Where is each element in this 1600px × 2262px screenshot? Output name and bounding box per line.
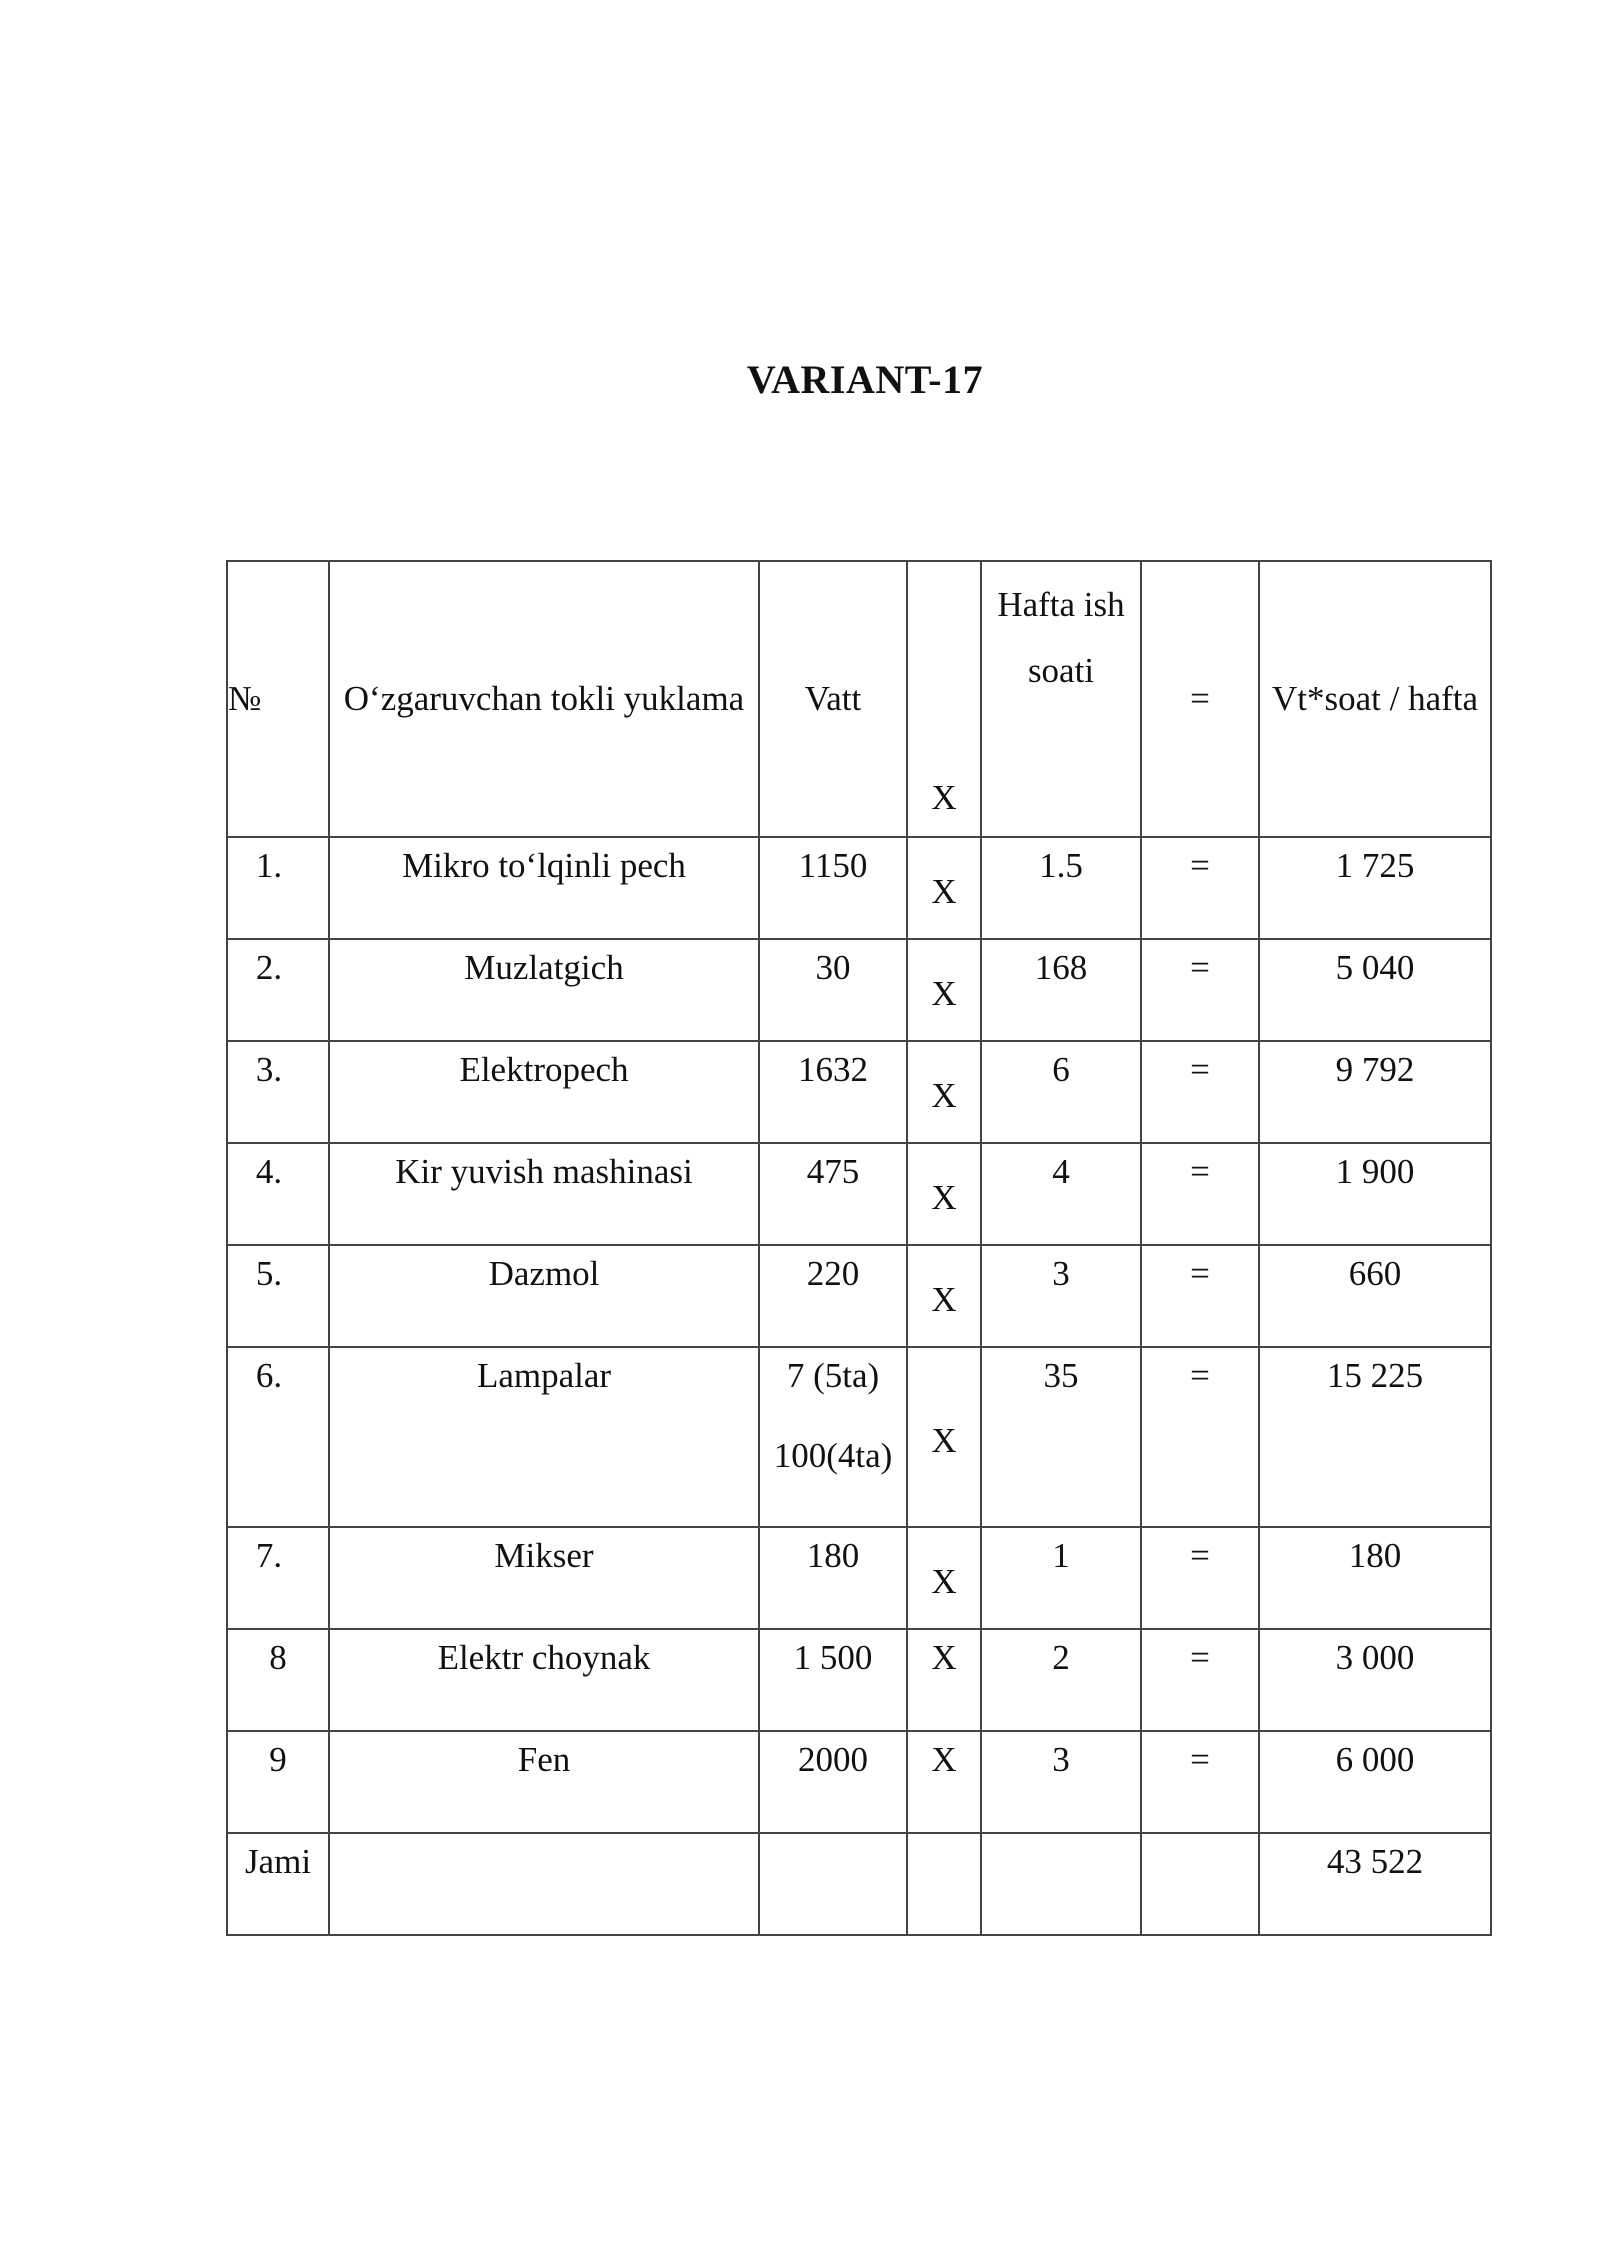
row-number: 6. bbox=[227, 1347, 329, 1527]
row-number: 9 bbox=[227, 1731, 329, 1833]
row-hours: 1.5 bbox=[981, 837, 1141, 939]
table-header-row bbox=[227, 561, 1491, 837]
row-load-name: Kir yuvish mashinasi bbox=[329, 1143, 759, 1245]
row-load-name: Elektr choynak bbox=[329, 1629, 759, 1731]
row-number: 7. bbox=[227, 1527, 329, 1629]
total-row bbox=[227, 1833, 1491, 1935]
row-number: 5. bbox=[227, 1245, 329, 1347]
row-load-name: Mikser bbox=[329, 1527, 759, 1629]
row-watt: 1150 bbox=[759, 837, 907, 939]
row-hours: 3 bbox=[981, 1245, 1141, 1347]
row-multiply: X bbox=[907, 1527, 981, 1629]
row-result: 15 225 bbox=[1259, 1347, 1491, 1527]
row-watt: 7 (5ta) bbox=[786, 1356, 880, 1395]
header-watt: Vatt bbox=[759, 561, 907, 837]
row-number: 3. bbox=[227, 1041, 329, 1143]
row-hours: 35 bbox=[981, 1347, 1141, 1527]
row-result: 9 792 bbox=[1259, 1041, 1491, 1143]
row-load-name: Elektropech bbox=[329, 1041, 759, 1143]
row-hours: 1 bbox=[981, 1527, 1141, 1629]
table-row bbox=[227, 1041, 1491, 1143]
row-multiply: X bbox=[907, 837, 981, 939]
row-watt: 30 bbox=[759, 939, 907, 1041]
row-watt-cell bbox=[759, 1347, 907, 1527]
row-number: 4. bbox=[227, 1143, 329, 1245]
row-equals: = bbox=[1141, 1629, 1259, 1731]
total-result: 43 522 bbox=[1259, 1833, 1491, 1935]
table-row bbox=[227, 1629, 1491, 1731]
row-hours: 168 bbox=[981, 939, 1141, 1041]
row-load-name: Muzlatgich bbox=[329, 939, 759, 1041]
row-multiply: X bbox=[907, 1245, 981, 1347]
header-number: № bbox=[227, 561, 329, 837]
row-watt: 2000 bbox=[759, 1731, 907, 1833]
row-multiply: X bbox=[907, 1041, 981, 1143]
table-row bbox=[227, 837, 1491, 939]
row-multiply: X bbox=[907, 1347, 981, 1527]
row-watt: 220 bbox=[759, 1245, 907, 1347]
row-watt: 475 bbox=[759, 1143, 907, 1245]
header-total: Vt*soat / hafta bbox=[1259, 561, 1491, 837]
table-row bbox=[227, 939, 1491, 1041]
total-empty-cell bbox=[759, 1833, 907, 1935]
row-multiply: X bbox=[907, 1629, 981, 1731]
row-equals: = bbox=[1141, 1527, 1259, 1629]
row-watt: 1632 bbox=[759, 1041, 907, 1143]
table-row bbox=[227, 1527, 1491, 1629]
header-multiply: X bbox=[907, 561, 981, 837]
row-equals: = bbox=[1141, 1245, 1259, 1347]
row-watt-second-line: 100(4ta) bbox=[773, 1436, 893, 1475]
total-empty-cell bbox=[981, 1833, 1141, 1935]
row-number: 2. bbox=[227, 939, 329, 1041]
row-multiply: X bbox=[907, 939, 981, 1041]
table-row bbox=[227, 1347, 1491, 1527]
row-equals: = bbox=[1141, 1143, 1259, 1245]
total-empty-cell bbox=[1141, 1833, 1259, 1935]
row-result: 5 040 bbox=[1259, 939, 1491, 1041]
header-hours: Hafta ish soati bbox=[981, 561, 1141, 837]
row-load-name: Mikro to‘lqinli pech bbox=[329, 837, 759, 939]
row-hours: 3 bbox=[981, 1731, 1141, 1833]
row-result: 180 bbox=[1259, 1527, 1491, 1629]
row-result: 1 725 bbox=[1259, 837, 1491, 939]
row-load-name: Fen bbox=[329, 1731, 759, 1833]
table-row bbox=[227, 1143, 1491, 1245]
row-result: 3 000 bbox=[1259, 1629, 1491, 1731]
row-result: 1 900 bbox=[1259, 1143, 1491, 1245]
row-result: 660 bbox=[1259, 1245, 1491, 1347]
header-equals: = bbox=[1141, 561, 1259, 837]
row-equals: = bbox=[1141, 1347, 1259, 1527]
header-load: O‘zgaruvchan tokli yuklama bbox=[329, 561, 759, 837]
row-equals: = bbox=[1141, 837, 1259, 939]
page-title: VARIANT-17 bbox=[746, 357, 984, 402]
row-hours: 4 bbox=[981, 1143, 1141, 1245]
row-watt: 180 bbox=[759, 1527, 907, 1629]
total-label: Jami bbox=[227, 1833, 329, 1935]
table-row bbox=[227, 1245, 1491, 1347]
row-multiply: X bbox=[907, 1731, 981, 1833]
row-number: 8 bbox=[227, 1629, 329, 1731]
total-empty-cell bbox=[907, 1833, 981, 1935]
row-hours: 2 bbox=[981, 1629, 1141, 1731]
total-empty-cell bbox=[329, 1833, 759, 1935]
row-load-name: Lampalar bbox=[329, 1347, 759, 1527]
row-watt: 1 500 bbox=[759, 1629, 907, 1731]
row-multiply: X bbox=[907, 1143, 981, 1245]
row-equals: = bbox=[1141, 1041, 1259, 1143]
row-hours: 6 bbox=[981, 1041, 1141, 1143]
row-equals: = bbox=[1141, 1731, 1259, 1833]
row-number: 1. bbox=[227, 837, 329, 939]
row-equals: = bbox=[1141, 939, 1259, 1041]
row-result: 6 000 bbox=[1259, 1731, 1491, 1833]
table-row bbox=[227, 1731, 1491, 1833]
row-load-name: Dazmol bbox=[329, 1245, 759, 1347]
energy-table bbox=[226, 560, 1492, 1936]
